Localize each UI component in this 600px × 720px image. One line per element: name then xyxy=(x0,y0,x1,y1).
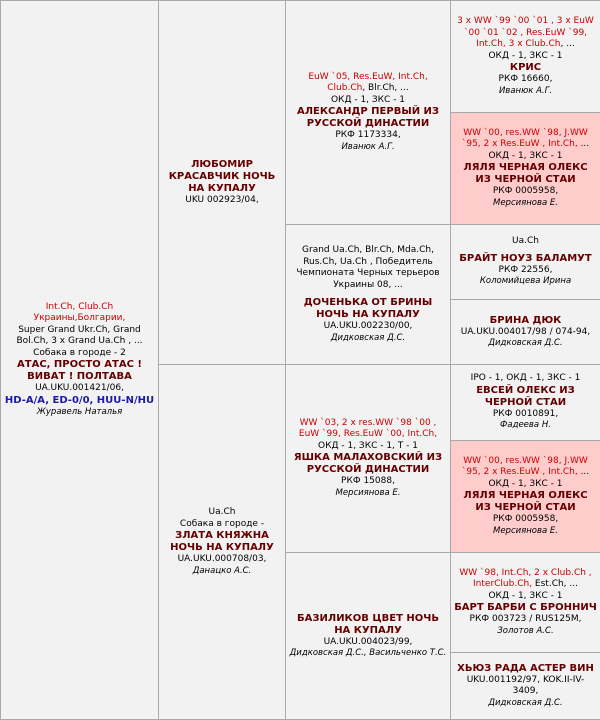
sds-name[interactable]: БРАЙТ НОУЗ БАЛАМУТ xyxy=(454,253,597,265)
dam-reg: UA.UKU.000708/03, xyxy=(162,554,282,566)
sdd-owner: Дидковская Д.С. xyxy=(454,338,597,350)
ds-titles: WW `03, 2 x res.WW `98 `00 , EuW `99, Res.EuW `00, Int.Ch, xyxy=(289,418,447,441)
dds-achievements: ОКД - 1, ЗКС - 1 xyxy=(454,591,597,603)
ds-name[interactable]: ЯШКА МАЛАХОВСКИЙ ИЗ РУССКОЙ ДИНАСТИИ xyxy=(289,452,447,476)
dog-reg: UA.UKU.001421/06, xyxy=(4,383,155,395)
dss-achievements: IPO - 1, ОКД - 1, ЗКС - 1 xyxy=(454,373,597,385)
ds-achievements: ОКД - 1, ЗКС - 1, Т - 1 xyxy=(289,441,447,453)
ss-owner: Иванюк А.Г. xyxy=(289,142,447,154)
sds-titles: Ua.Ch xyxy=(454,236,597,248)
sss-cell xyxy=(451,1,600,113)
dss-cell xyxy=(451,365,600,441)
ss-reg: РКФ 1173334, xyxy=(289,130,447,142)
ssd-titles2: ... xyxy=(578,139,589,149)
dsd-name[interactable]: ЛЯЛЯ ЧЕРНАЯ ОЛЕКС ИЗ ЧЕРНОЙ СТАИ xyxy=(454,490,597,514)
ddd-reg: UKU.001192/97, KOK.II-IV-3409, xyxy=(454,675,597,698)
dss-owner: Фадеева Н. xyxy=(454,420,597,432)
dd-reg: UA.UKU.004023/99, xyxy=(289,637,447,649)
ss-name[interactable]: АЛЕКСАНДР ПЕРВЫЙ ИЗ РУССКОЙ ДИНАСТИИ xyxy=(289,106,447,130)
dds-owner: Золотов А.С. xyxy=(454,626,597,638)
dam-owner: Данацко А.С. xyxy=(162,566,282,578)
sss-owner: Иванюк А.Г. xyxy=(454,86,597,98)
ssd-owner: Мерсиянова Е. xyxy=(454,198,597,210)
ddd-cell xyxy=(451,653,600,720)
sd-reg: UA.UKU.002230/00, xyxy=(289,321,447,333)
sss-titles2: , ... xyxy=(560,39,574,49)
dam-name[interactable]: ЗЛАТА КНЯЖНА НОЧЬ НА КУПАЛУ xyxy=(162,530,282,554)
ssd-reg: РКФ 0005958, xyxy=(454,186,597,198)
dog-name[interactable]: АТАС, ПРОСТО АТАС ! ВИВАТ ! ПОЛТАВА xyxy=(4,359,155,383)
sire-cell xyxy=(159,1,286,365)
ssd-name[interactable]: ЛЯЛЯ ЧЕРНАЯ ОЛЕКС ИЗ ЧЕРНОЙ СТАИ xyxy=(454,162,597,186)
sss-name[interactable]: КРИС xyxy=(454,62,597,74)
dd-name[interactable]: БАЗИЛИКОВ ЦВЕТ НОЧЬ НА КУПАЛУ xyxy=(289,613,447,637)
sd-owner: Дидковская Д.С. xyxy=(289,333,447,345)
ss-titles: EuW `05, Res.EuW, Int.Ch, Club.Ch xyxy=(308,72,427,94)
dsd-achievements: ОКД - 1, ЗКС - 1 xyxy=(454,479,597,491)
dss-reg: РКФ 0010891, xyxy=(454,409,597,421)
sd-cell xyxy=(286,225,451,365)
sds-reg: РКФ 22556, xyxy=(454,265,597,277)
dsd-titles: WW `00, res.WW `98, J.WW `95, 2 x Res.EuW , Int.Ch, xyxy=(462,456,588,478)
ss-titles2: , Blr.Ch, ... xyxy=(362,83,408,93)
dds-name[interactable]: БАРТ БАРБИ С БРОННИЧ xyxy=(454,602,597,614)
dsd-owner: Мерсиянова Е. xyxy=(454,526,597,538)
dam-titles: Ua.Ch xyxy=(162,507,282,519)
dd-cell xyxy=(286,553,451,720)
dam-achievements: Собака в городе - xyxy=(162,519,282,531)
dds-reg: РКФ 003723 / RUS125M, xyxy=(454,614,597,626)
dsd-reg: РКФ 0005958, xyxy=(454,514,597,526)
dd-owner: Дидковская Д.С., Васильченко Т.С. xyxy=(289,648,447,660)
dss-name[interactable]: ЕВСЕЙ ОЛЕКС ИЗ ЧЕРНОЙ СТАИ xyxy=(454,385,597,409)
dds-titles: WW `98, Int.Ch, 2 x Club.Ch , InterClub.Ch, xyxy=(459,568,591,590)
dog-achievements: Super Grand Ukr.Ch, Grand Bol.Ch, 3 x Grand Ua.Ch , ... Собака в городе - 2 xyxy=(4,325,155,360)
sd-achievements: Grand Ua.Ch, Blr.Ch, Mda.Ch, Rus.Ch, Ua.Ch , Победитель Чемпионата Черных терьеров Украины 08, ... xyxy=(289,245,447,291)
dsd-titles2: ... xyxy=(578,467,589,477)
ds-reg: РКФ 15088, xyxy=(289,476,447,488)
sdd-name[interactable]: БРИНА ДЮК xyxy=(454,315,597,327)
ssd-titles: WW `00, res.WW `98, J.WW `95, 2 x Res.EuW , Int.Ch, xyxy=(462,128,588,150)
ddd-owner: Дидковская Д.С. xyxy=(454,698,597,710)
sss-titles: 3 x WW `99 `00 `01 , 3 x EuW `00 `01 `02 , Res.EuW `99, Int.Ch, 3 x Club.Ch xyxy=(457,16,594,49)
dog-health: HD-A/A, ED-0/0, HUU-N/HU xyxy=(4,395,155,407)
sds-cell xyxy=(451,225,600,300)
sd-name[interactable]: ДОЧЕНЬКА ОТ БРИНЫ НОЧЬ НА КУПАЛУ xyxy=(289,297,447,321)
sire-name[interactable]: ЛЮБОМИР КРАСАВЧИК НОЧЬ НА КУПАЛУ xyxy=(162,159,282,195)
ds-cell xyxy=(286,365,451,553)
dam-cell xyxy=(159,365,286,720)
dsd-cell xyxy=(451,441,600,553)
ds-owner: Мерсиянова Е. xyxy=(289,488,447,500)
sire-reg: UKU 002923/04, xyxy=(162,195,282,207)
sdd-reg: UA.UKU.004017/98 / 074-94, xyxy=(454,327,597,339)
sdd-cell xyxy=(451,300,600,365)
dog-titles: Int.Ch, Club.Ch Украины,Болгарии, xyxy=(4,302,155,325)
sss-reg: РКФ 16660, xyxy=(454,74,597,86)
dds-titles2: Est.Ch, ... xyxy=(532,579,578,589)
ssd-cell xyxy=(451,113,600,225)
ss-achievements: ОКД - 1, ЗКС - 1 xyxy=(289,95,447,107)
ss-cell xyxy=(286,1,451,225)
ssd-achievements: ОКД - 1, ЗКС - 1 xyxy=(454,151,597,163)
dog-owner: Журавель Наталья xyxy=(4,407,155,419)
sss-achievements: ОКД - 1, ЗКС - 1 xyxy=(454,51,597,63)
dog-cell xyxy=(1,1,159,720)
ddd-name[interactable]: ХЬЮЗ РАДА АСТЕР ВИН xyxy=(454,663,597,675)
dds-cell xyxy=(451,553,600,653)
sds-owner: Коломийцева Ирина xyxy=(454,276,597,288)
